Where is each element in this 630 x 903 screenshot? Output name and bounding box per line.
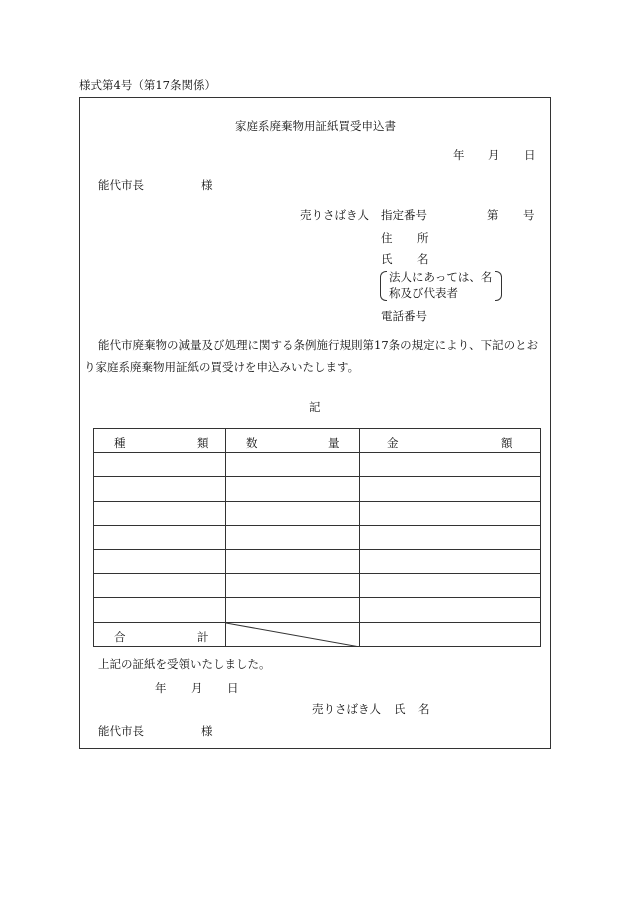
corp-note-right-bracket [495,271,502,301]
cell-quantity[interactable] [226,453,360,477]
receipt-month: 月 [191,681,203,695]
table-row [94,574,541,598]
applicant-role: 売りさばき人 [300,208,369,222]
table-row [94,453,541,477]
addressee-honorific: 様 [201,178,213,192]
total-char-2: 計 [197,629,209,644]
corp-note-line2: 称及び代表者 [389,286,458,300]
total-quantity-crossed [226,622,360,646]
cell-type[interactable] [94,453,226,477]
cell-quantity[interactable] [226,549,360,573]
header-quantity-char-2: 量 [328,436,340,450]
cell-type[interactable] [94,549,226,573]
header-type-char-2: 類 [197,436,209,450]
receipt-statement: 上記の証紙を受領いたしました。 [98,657,271,671]
date-day: 日 [524,148,536,162]
cell-quantity[interactable] [226,598,360,622]
address-label-2: 所 [417,231,429,245]
header-type [94,429,226,453]
date-year: 年 [453,148,465,162]
header-amount [360,429,541,453]
table-row [94,549,541,573]
items-table [93,428,541,647]
header-amount-char-2: 額 [501,436,513,450]
table-row [94,477,541,501]
table-header-row [94,429,541,453]
number-prefix: 第 [487,208,499,222]
body-line-1: 能代市廃棄物の減量及び処理に関する条例施行規則第17条の規定により、下記のとお [98,338,539,352]
cell-quantity[interactable] [226,501,360,525]
cell-total-amount[interactable] [360,622,541,646]
cell-amount[interactable] [360,549,541,573]
receipt-name-label-1: 氏 [394,702,406,716]
address-label-1: 住 [381,231,393,245]
corp-note-line1: 法人にあっては、名 [389,270,493,284]
cell-amount[interactable] [360,501,541,525]
total-label [94,622,226,646]
receipt-addressee-honorific: 様 [201,724,213,738]
cell-type[interactable] [94,574,226,598]
header-quantity-char-1: 数 [246,436,258,450]
header-quantity [226,429,360,453]
receipt-day: 日 [227,681,239,695]
receipt-addressee-name: 能代市長 [98,724,144,738]
cell-amount[interactable] [360,525,541,549]
cell-type[interactable] [94,598,226,622]
table-total-row [94,622,541,646]
date-month: 月 [488,148,500,162]
table-row [94,598,541,622]
form-frame [79,97,551,749]
corp-note-left-bracket [380,271,387,301]
ki-label: 記 [309,400,321,414]
form-number: 様式第4号（第17条関係） [79,78,216,92]
cell-amount[interactable] [360,453,541,477]
addressee-name: 能代市長 [98,178,144,192]
cell-quantity[interactable] [226,574,360,598]
name-label-1: 氏 [381,252,393,266]
diagonal-strike [226,623,360,647]
total-char-1: 合 [114,629,126,644]
cell-amount[interactable] [360,598,541,622]
cell-quantity[interactable] [226,525,360,549]
header-type-char-1: 種 [114,436,126,450]
cell-type[interactable] [94,477,226,501]
table-row [94,525,541,549]
table-row [94,501,541,525]
cell-amount[interactable] [360,574,541,598]
cell-type[interactable] [94,501,226,525]
name-label-2: 名 [417,252,429,266]
designation-label: 指定番号 [381,208,427,222]
cell-type[interactable] [94,525,226,549]
body-line-2: り家庭系廃棄物用証紙の買受けを申込みいたします。 [84,360,360,374]
cell-quantity[interactable] [226,477,360,501]
receipt-role: 売りさばき人 [312,702,381,716]
cell-amount[interactable] [360,477,541,501]
phone-label: 電話番号 [381,309,427,323]
form-title: 家庭系廃棄物用証紙買受申込書 [235,119,396,133]
header-amount-char-1: 金 [387,436,399,450]
number-suffix: 号 [523,208,535,222]
receipt-name-label-2: 名 [418,702,430,716]
receipt-year: 年 [155,681,167,695]
